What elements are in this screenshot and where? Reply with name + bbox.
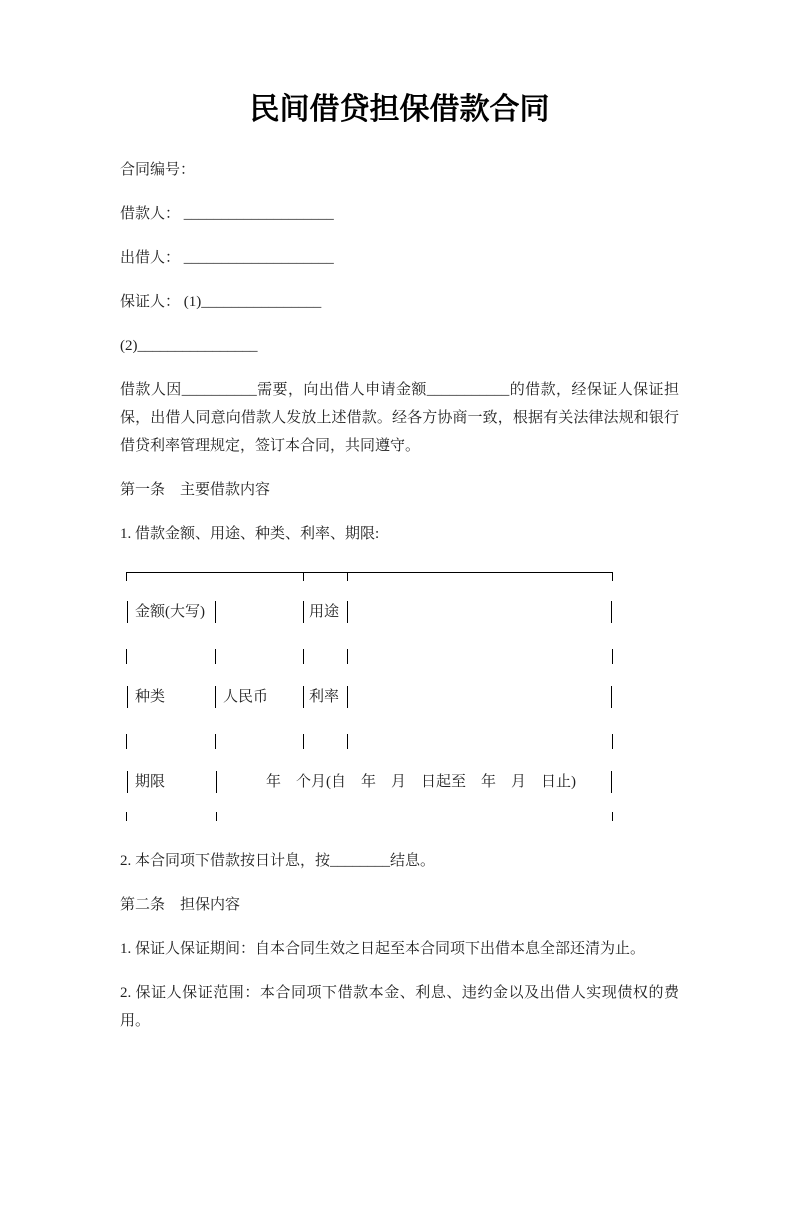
grid-tick bbox=[126, 572, 127, 581]
cell-bar bbox=[303, 686, 304, 708]
cell-bar bbox=[127, 686, 128, 708]
grid-tick bbox=[126, 812, 127, 821]
grid-tick bbox=[215, 649, 216, 664]
article2-item2: 2. 保证人保证范围：本合同项下借款本金、利息、违约金以及出借人实现债权的费用。 bbox=[120, 985, 679, 1029]
guarantor-line-2: (2)________________ bbox=[120, 338, 258, 354]
grid-tick bbox=[303, 572, 304, 581]
cell-term-value: 年 个月(自 年 月 日起至 年 月 日止) bbox=[266, 774, 576, 790]
cell-bar bbox=[611, 601, 612, 623]
cell-bar bbox=[127, 771, 128, 793]
cell-bar bbox=[215, 686, 216, 708]
page-title: 民间借贷担保借款合同 bbox=[249, 93, 550, 126]
grid-tick bbox=[347, 734, 348, 749]
grid-tick bbox=[612, 649, 613, 664]
table-row bbox=[126, 601, 613, 623]
article2-heading: 第二条 担保内容 bbox=[120, 897, 241, 913]
cell-bar bbox=[216, 771, 217, 793]
article1-heading: 第一条 主要借款内容 bbox=[120, 482, 271, 498]
grid-tick bbox=[347, 572, 348, 581]
cell-bar bbox=[127, 601, 128, 623]
article2-item1: 1. 保证人保证期间：自本合同生效之日起至本合同项下出借本息全部还清为止。 bbox=[120, 941, 646, 957]
grid-tick bbox=[347, 649, 348, 664]
grid-tick bbox=[126, 649, 127, 664]
guarantor-line-1: 保证人： (1)________________ bbox=[120, 294, 322, 310]
cell-amount-label: 金额(大写) bbox=[135, 604, 205, 620]
grid-tick bbox=[216, 812, 217, 821]
cell-bar bbox=[347, 686, 348, 708]
cell-purpose-label: 用途 bbox=[309, 604, 340, 620]
cell-bar bbox=[215, 601, 216, 623]
borrower-line: 借款人： ____________________ bbox=[120, 206, 334, 222]
grid-tick bbox=[612, 812, 613, 821]
grid-tick bbox=[126, 734, 127, 749]
cell-bar bbox=[611, 686, 612, 708]
loan-terms-table bbox=[126, 572, 613, 821]
cell-term-label: 期限 bbox=[135, 774, 166, 790]
grid-tick bbox=[612, 572, 613, 581]
cell-bar bbox=[347, 601, 348, 623]
grid-tick bbox=[303, 649, 304, 664]
preamble-paragraph: 借款人因__________需要，向出借人申请金额___________的借款，经保证人保证担保，出借人同意向借款人发放上述借款。经各方协商一致，根据有关法律法规和银行借贷利率管理规定，签订本合同，共同遵守。 bbox=[120, 382, 679, 454]
grid-tick bbox=[612, 734, 613, 749]
article1-item2: 2. 本合同项下借款按日计息，按________结息。 bbox=[120, 853, 436, 869]
contract-number-line: 合同编号： bbox=[120, 162, 196, 178]
table-rule-bottom bbox=[126, 572, 613, 573]
grid-tick bbox=[303, 734, 304, 749]
table-row bbox=[126, 771, 613, 793]
cell-bar bbox=[611, 771, 612, 793]
contract-page bbox=[0, 90, 793, 1035]
cell-rate-label: 利率 bbox=[309, 689, 340, 705]
cell-bar bbox=[303, 601, 304, 623]
cell-currency: 人民币 bbox=[223, 689, 269, 705]
table-row bbox=[126, 686, 613, 708]
grid-tick bbox=[215, 734, 216, 749]
article1-item1: 1. 借款金额、用途、种类、利率、期限: bbox=[120, 526, 380, 542]
cell-type-label: 种类 bbox=[135, 689, 166, 705]
lender-line: 出借人： ____________________ bbox=[120, 250, 334, 266]
